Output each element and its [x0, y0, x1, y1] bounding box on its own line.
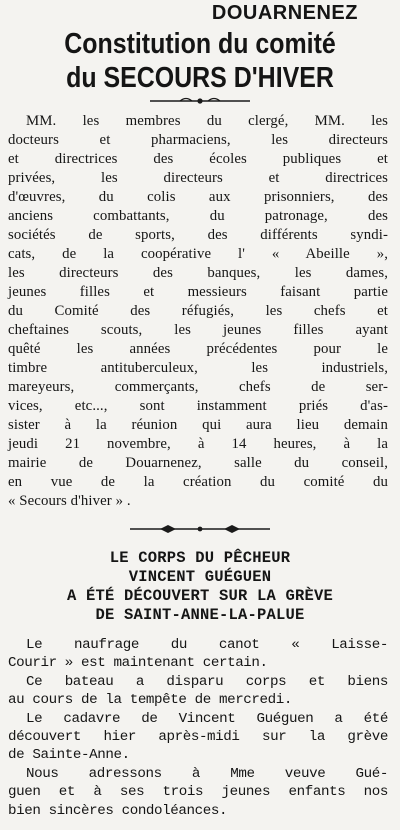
body-line: de Sainte-Anne. — [8, 747, 130, 764]
body-line: Le naufrage du canot « Laisse- — [26, 637, 388, 653]
body-line: cheftaines scouts, les jeunes filles ayant — [8, 322, 388, 338]
body-line: Le cadavre de Vincent Guéguen a été — [26, 710, 388, 727]
ornamental-rule — [0, 94, 400, 108]
body-line: mareyeurs, commerçants, chefs de ser- — [8, 379, 388, 395]
body-line: découvert hier après-midi sur la grève — [8, 729, 388, 746]
body-line: du Comité des réfugiés, les chefs et — [8, 303, 388, 319]
body-line: jeudi 21 novembre, à 14 heures, à la — [8, 436, 388, 452]
news-headline — [0, 549, 400, 625]
news-body — [8, 636, 388, 820]
body-line: anciens combattants, du patronage, des — [8, 208, 388, 224]
body-line: cats, de la coopérative l' « Abeille », — [8, 246, 388, 262]
subhead-line-4: DE SAINT-ANNE-LA-PALUE — [95, 606, 305, 624]
body-line: Ce bateau a disparu corps et biens — [26, 673, 388, 690]
body-line: timbre antituberculeux, les industriels, — [8, 360, 388, 376]
subhead-line-2: VINCENT GUÉGUEN — [128, 568, 272, 586]
subhead-line-3: A ÉTÉ DÉCOUVERT SUR LA GRÈVE — [66, 587, 334, 605]
paragraph — [8, 636, 388, 673]
body-line: les directeurs des banques, les dames, — [8, 265, 388, 281]
body-line: quêté les années précédentes pour le — [8, 341, 388, 357]
article-body — [8, 112, 388, 511]
body-line: d'œuvres, du colis aux prisonniers, des — [8, 189, 388, 205]
paragraph — [8, 710, 388, 765]
body-line: sociétés de sports, des différents syndi- — [8, 227, 388, 243]
ornamental-rule — [0, 522, 400, 536]
body-line: jeunes filles et messieurs faisant partie — [8, 284, 388, 300]
body-line: et directrices des écoles publiques et — [8, 151, 388, 167]
body-line: Nous adressons à Mme veuve Gué- — [26, 765, 388, 782]
body-line: « Secours d'hiver » . — [8, 493, 131, 509]
body-line: bien sincères condoléances. — [8, 802, 228, 819]
body-line: au cours de la tempête de mercredi. — [8, 692, 292, 709]
body-line: guen et à ses trois jeunes enfants nos — [8, 784, 388, 801]
body-line: MM. les membres du clergé, MM. les — [26, 113, 388, 129]
body-line: vices, etc..., sont instamment priés d'as- — [8, 398, 388, 414]
paragraph — [8, 673, 388, 710]
city-heading: DOUARNENEZ — [211, 2, 358, 24]
body-line: en vue de la création du comité du — [8, 474, 388, 490]
paragraph — [8, 765, 388, 820]
headline-line-1: Constitution du comité — [64, 28, 336, 60]
headline-line-2: du SECOURS D'HIVER — [66, 62, 334, 94]
subhead-line-1: LE CORPS DU PÊCHEUR — [109, 549, 291, 567]
body-line: sister à la réunion qui aura lieu demain — [8, 417, 388, 433]
body-line: privées, les directeurs et directrices — [8, 170, 388, 186]
body-line: docteurs et pharmaciens, les directeurs — [8, 132, 388, 148]
body-line: mairie de Douarnenez, salle du conseil, — [8, 455, 388, 471]
body-line: Courir » est maintenant certain. — [8, 655, 268, 672]
article-headline — [28, 27, 372, 95]
